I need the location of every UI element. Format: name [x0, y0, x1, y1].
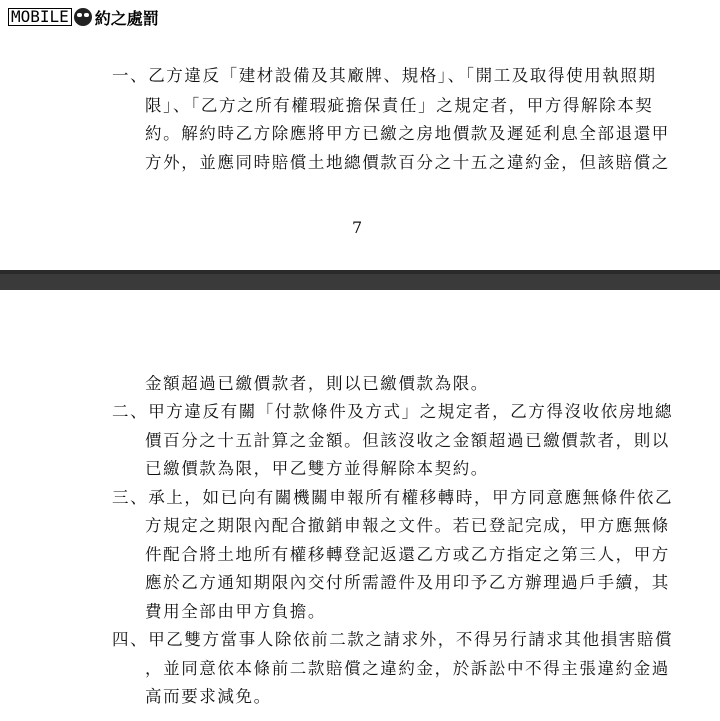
mascot-face-icon — [74, 8, 92, 26]
clause-1-line-4: 方外，並應同時賠償土地總價款百分之十五之違約金，但該賠償之 — [145, 153, 670, 172]
clause-4-line-2: ，並同意依本條前二款賠償之違約金，於訴訟中不得主張違約金過 — [145, 659, 670, 678]
page-number: 7 — [352, 218, 363, 237]
clause-3-line-4: 應於乙方通知期限內交付所需證件及用印予乙方辦理過戶手續，其 — [145, 573, 670, 592]
clause-2-line-2: 價百分之十五計算之金額。但該沒收之金額超過已繳價款者，則以 — [145, 431, 670, 450]
clause-1-line-5: 金額超過已繳價款者，則以已繳價款為限。 — [145, 374, 489, 393]
header-title: 約之處罰 — [94, 8, 159, 28]
clause-4-line-3: 高而要求減免。 — [145, 687, 272, 706]
mobile-logo: MOBILE — [8, 8, 72, 26]
clause-3-line-3: 件配合將土地所有權移轉登記返還乙方或乙方指定之第三人，甲方 — [145, 545, 670, 564]
page-break-divider — [0, 270, 720, 290]
clause-1-line-3: 約。解約時乙方除應將甲方已繳之房地價款及遲延利息全部退還甲 — [145, 124, 670, 143]
clause-2-line-1: 二、甲方違反有關「付款條件及方式」之規定者，乙方得沒收依房地總 — [112, 402, 674, 421]
clause-4-line-1: 四、甲乙雙方當事人除依前二款之請求外，不得另行請求其他損害賠償 — [112, 630, 674, 649]
clause-3-line-5: 費用全部由甲方負擔。 — [145, 602, 326, 621]
clause-1-line-2: 限」、「乙方之所有權瑕疵擔保責任」之規定者，甲方得解除本契 — [145, 96, 654, 115]
clause-1-line-1: 一、乙方違反「建材設備及其廠牌、規格」、「開工及取得使用執照期 — [112, 66, 657, 85]
clause-3-line-1: 三、承上，如已向有關機關申報所有權移轉時，甲方同意應無條件依乙 — [112, 488, 674, 507]
clause-3-line-2: 方規定之期限內配合撤銷申報之文件。若已登記完成，甲方應無條 — [145, 516, 670, 535]
site-header — [8, 4, 159, 30]
clause-2-line-3: 已繳價款為限，甲乙雙方並得解除本契約。 — [145, 459, 489, 478]
